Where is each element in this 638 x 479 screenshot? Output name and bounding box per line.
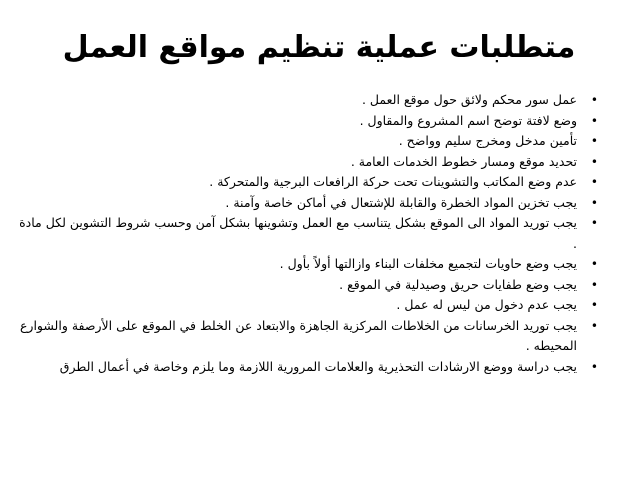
bullet-icon: • bbox=[590, 154, 598, 169]
list-item bbox=[18, 193, 598, 214]
bullet-icon: • bbox=[590, 175, 598, 189]
bullet-icon: • bbox=[590, 195, 598, 210]
list-item-text: يجب عدم دخول من ليس له عمل . bbox=[396, 297, 577, 312]
bullet-icon: • bbox=[590, 93, 598, 107]
bullet-icon: • bbox=[590, 257, 598, 271]
list-item bbox=[18, 131, 598, 152]
list-item bbox=[18, 275, 598, 296]
list-item-text: يجب وضع طفايات حريق وصيدلية في الموقع . bbox=[339, 276, 577, 292]
bullet-icon: • bbox=[590, 134, 598, 148]
bullet-icon: • bbox=[590, 277, 598, 292]
list-item bbox=[18, 357, 598, 378]
list-item-text: وضع لافتة توضح اسم المشروع والمقاول . bbox=[359, 112, 577, 128]
list-item bbox=[18, 316, 598, 357]
bullet-icon: • bbox=[590, 113, 598, 128]
list-item bbox=[18, 90, 598, 111]
list-item-text: تأمين مدخل ومخرج سليم وواضح . bbox=[398, 133, 577, 148]
list-item-text: يجب وضع حاويات لتجميع مخلفات البناء وازالتها أولاً بأول . bbox=[279, 256, 577, 271]
list-item-text: عمل سور محكم ولائق حول موقع العمل . bbox=[361, 92, 577, 107]
list-item-text: يجب تخزين المواد الخطرة والقابلة للإشتعال في أماكن خاصة وآمنة . bbox=[225, 194, 577, 210]
list-item bbox=[18, 172, 598, 193]
bullet-list bbox=[18, 90, 598, 377]
bullet-icon: • bbox=[590, 318, 598, 333]
list-item-text: عدم وضع المكاتب والتشوينات تحت حركة الرافعات البرجية والمتحركة . bbox=[209, 174, 577, 189]
list-item-text: يجب توريد الخرسانات من الخلاطات المركزية الجاهزة والابتعاد عن الخلط في الموقع على الأرصفة والشوارع المحيطه . bbox=[19, 317, 577, 353]
list-item bbox=[18, 152, 598, 173]
list-item-text: تحديد موقع ومسار خطوط الخدمات العامة . bbox=[350, 153, 577, 169]
list-item bbox=[18, 295, 598, 316]
bullet-icon: • bbox=[590, 216, 598, 230]
list-item bbox=[18, 254, 598, 275]
list-item-text: يجب دراسة ووضع الارشادات التحذيرية والعلامات المرورية اللازمة وما يلزم وخاصة في أعمال الطرق bbox=[59, 358, 577, 374]
slide-title: متطلبات عملية تنظيم مواقع العمل bbox=[62, 30, 576, 65]
list-item bbox=[18, 213, 598, 254]
bullet-icon: • bbox=[590, 298, 598, 312]
list-item bbox=[18, 111, 598, 132]
bullet-icon: • bbox=[590, 359, 598, 374]
list-item-text: يجب توريد المواد الى الموقع بشكل يتناسب مع العمل وتشوينها بشكل آمن وحسب شروط التشوين لكل مادة . bbox=[19, 215, 577, 251]
